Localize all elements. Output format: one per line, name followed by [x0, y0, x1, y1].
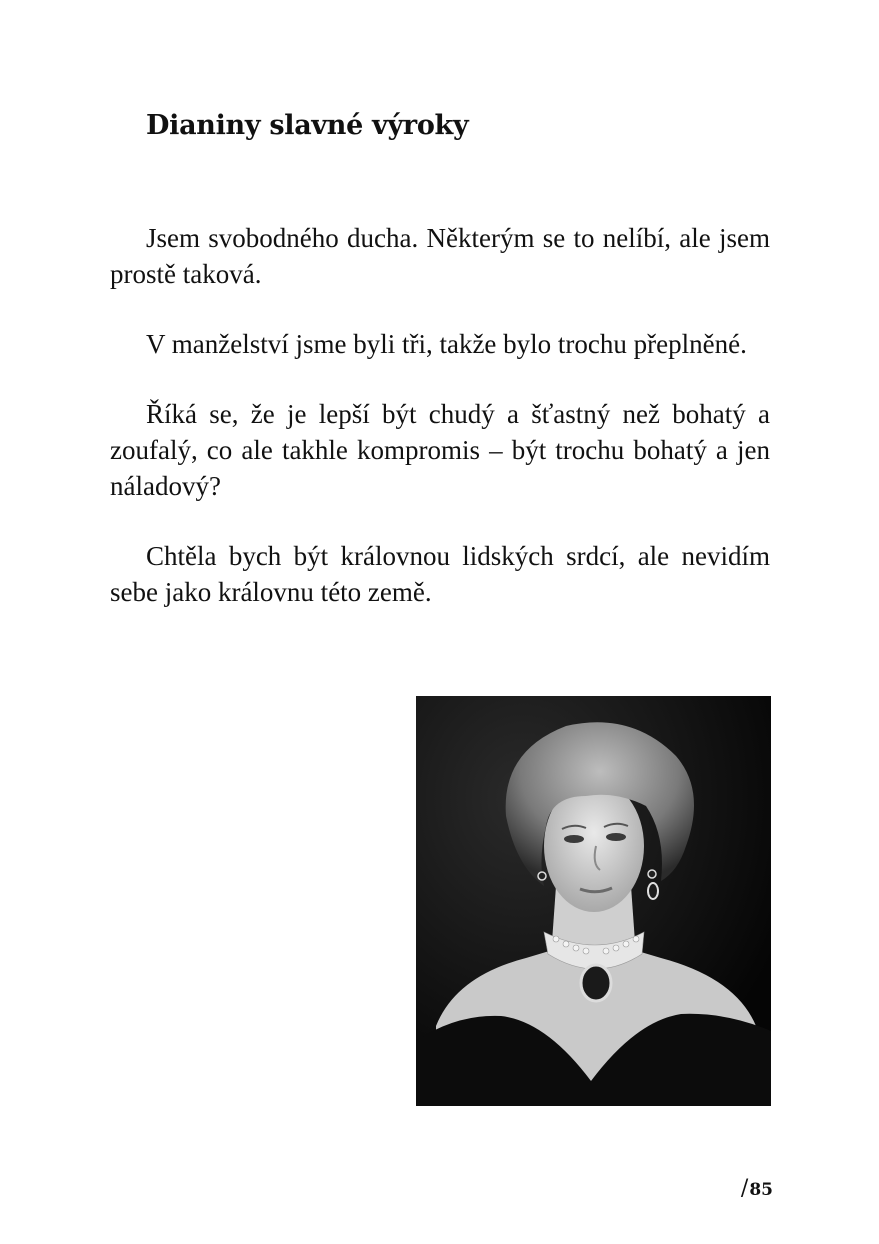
- page-number: [741, 1176, 773, 1201]
- page-number-slash: /: [740, 1176, 749, 1201]
- page-number-value: 85: [749, 1180, 773, 1200]
- portrait-photo: [416, 696, 771, 1106]
- quotes-section: [110, 220, 770, 644]
- quote-2: V manželství jsme byli tři, takže bylo trochu přeplněné.: [146, 329, 747, 359]
- portrait-illustration: [416, 696, 771, 1106]
- quote-4: Chtěla bych být královnou lidských srdcí, ale nevidím sebe jako královnu této země.: [110, 541, 770, 607]
- quote-3: Říká se, že je lepší být chudý a šťastný než bohatý a zoufalý, co ale takhle kompromis – být trochu bohatý a jen náladový?: [110, 399, 770, 501]
- page-title: Dianiny slavné výroky: [146, 110, 469, 141]
- quote-1: Jsem svobodného ducha. Některým se to nelíbí, ale jsem prostě taková.: [110, 223, 770, 289]
